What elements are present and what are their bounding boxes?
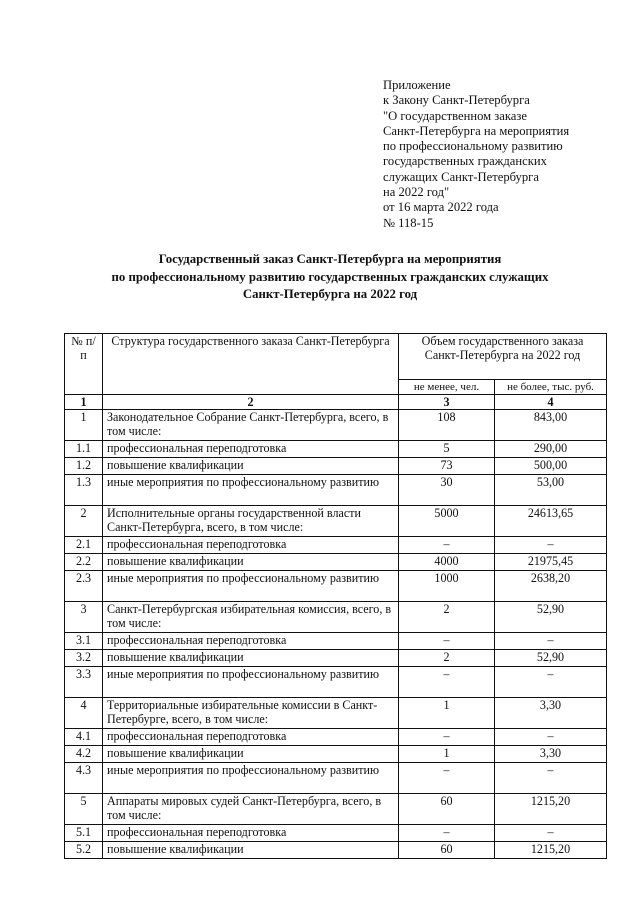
appendix-block: [383, 78, 623, 231]
row-sum: 1215,20: [495, 842, 607, 859]
row-name: повышение квалификации: [103, 746, 399, 763]
row-people: 1: [399, 746, 495, 763]
header-volume: Объем государственного заказа Санкт-Петербурга на 2022 год: [399, 334, 607, 380]
row-name: профессиональная переподготовка: [103, 825, 399, 842]
row-name: профессиональная переподготовка: [103, 441, 399, 458]
row-name: Санкт-Петербургская избирательная комиссия, всего, в том числе:: [103, 602, 399, 633]
appendix-line: государственных гражданских: [383, 154, 547, 169]
row-num: 2.3: [65, 571, 103, 602]
row-name: Исполнительные органы государственной власти Санкт-Петербурга, всего, в том числе:: [103, 506, 399, 537]
row-name: повышение квалификации: [103, 458, 399, 475]
col-number: 2: [103, 395, 399, 410]
row-num: 4: [65, 698, 103, 729]
row-name: Законодательное Собрание Санкт-Петербурга, всего, в том числе:: [103, 410, 399, 441]
table-row: [65, 441, 607, 458]
row-num: 3: [65, 602, 103, 633]
table-row: [65, 571, 607, 602]
row-people: –: [399, 537, 495, 554]
appendix-line: от 16 марта 2022 года: [383, 200, 499, 215]
table-row: [65, 554, 607, 571]
row-num: 2: [65, 506, 103, 537]
row-num: 1.3: [65, 475, 103, 506]
row-num: 1: [65, 410, 103, 441]
table-row: [65, 698, 607, 729]
title-line: Санкт-Петербурга на 2022 год: [242, 287, 418, 302]
table-row: [65, 650, 607, 667]
document-title: [80, 251, 580, 304]
row-people: 108: [399, 410, 495, 441]
row-sum: 290,00: [495, 441, 607, 458]
row-sum: –: [495, 825, 607, 842]
row-num: 2.2: [65, 554, 103, 571]
row-people: –: [399, 763, 495, 794]
row-sum: –: [495, 729, 607, 746]
row-people: 30: [399, 475, 495, 506]
table-row: [65, 602, 607, 633]
col-number: 3: [399, 395, 495, 410]
row-sum: 2638,20: [495, 571, 607, 602]
col-number: 4: [495, 395, 607, 410]
row-num: 3.2: [65, 650, 103, 667]
row-people: 1: [399, 698, 495, 729]
row-num: 4.2: [65, 746, 103, 763]
row-name: Территориальные избирательные комиссии в Санкт-Петербурге, всего, в том числе:: [103, 698, 399, 729]
row-people: –: [399, 825, 495, 842]
row-people: 60: [399, 842, 495, 859]
appendix-line: на 2022 год": [383, 185, 450, 200]
row-sum: 24613,65: [495, 506, 607, 537]
appendix-line: Санкт-Петербурга на мероприятия: [383, 123, 570, 138]
table-body: [65, 410, 607, 859]
appendix-line: к Закону Санкт-Петербурга: [383, 93, 530, 108]
table-row: [65, 746, 607, 763]
row-name: Аппараты мировых судей Санкт-Петербурга, всего, в том числе:: [103, 794, 399, 825]
row-sum: 21975,45: [495, 554, 607, 571]
row-name: профессиональная переподготовка: [103, 633, 399, 650]
row-num: 5.2: [65, 842, 103, 859]
col-number: 1: [65, 395, 103, 410]
row-name: повышение квалификации: [103, 650, 399, 667]
table-row: [65, 506, 607, 537]
row-people: –: [399, 667, 495, 698]
appendix-line: № 118-15: [383, 215, 434, 230]
table-row: [65, 537, 607, 554]
row-num: 5: [65, 794, 103, 825]
row-name: повышение квалификации: [103, 554, 399, 571]
row-name: иные мероприятия по профессиональному развитию: [103, 667, 399, 698]
row-people: 1000: [399, 571, 495, 602]
row-num: 1.1: [65, 441, 103, 458]
row-num: 4.3: [65, 763, 103, 794]
row-sum: –: [495, 537, 607, 554]
row-num: 5.1: [65, 825, 103, 842]
table-row: [65, 842, 607, 859]
row-num: 2.1: [65, 537, 103, 554]
row-name: повышение квалификации: [103, 842, 399, 859]
row-name: иные мероприятия по профессиональному развитию: [103, 475, 399, 506]
row-people: 4000: [399, 554, 495, 571]
row-sum: 1215,20: [495, 794, 607, 825]
row-num: 3.1: [65, 633, 103, 650]
table-row: [65, 475, 607, 506]
header-min-people: не менее, чел.: [399, 380, 495, 395]
appendix-line: по профессиональному развитию: [383, 139, 563, 154]
row-num: 3.3: [65, 667, 103, 698]
row-num: 4.1: [65, 729, 103, 746]
row-name: иные мероприятия по профессиональному развитию: [103, 571, 399, 602]
title-line: Государственный заказ Санкт-Петербурга на мероприятия: [158, 252, 502, 266]
row-sum: –: [495, 633, 607, 650]
row-people: 2: [399, 602, 495, 633]
table-row: [65, 825, 607, 842]
row-people: –: [399, 633, 495, 650]
row-people: 73: [399, 458, 495, 475]
row-name: профессиональная переподготовка: [103, 729, 399, 746]
row-name: иные мероприятия по профессиональному развитию: [103, 763, 399, 794]
title-line: по профессиональному развитию государственных гражданских служащих: [111, 269, 549, 284]
row-people: 60: [399, 794, 495, 825]
appendix-line: "О государственном заказе: [383, 108, 527, 123]
row-sum: 52,90: [495, 602, 607, 633]
table-row: [65, 763, 607, 794]
table-row: [65, 794, 607, 825]
state-order-table: [64, 333, 607, 859]
table-row: [65, 667, 607, 698]
row-people: 5000: [399, 506, 495, 537]
row-sum: 3,30: [495, 746, 607, 763]
row-num: 1.2: [65, 458, 103, 475]
table-row: [65, 633, 607, 650]
header-max-sum: не более, тыс. руб.: [495, 380, 607, 395]
header-structure: Структура государственного заказа Санкт-Петербурга: [103, 334, 399, 395]
appendix-line: служащих Санкт-Петербурга: [383, 169, 539, 184]
row-people: –: [399, 729, 495, 746]
table-row: [65, 410, 607, 441]
row-sum: –: [495, 667, 607, 698]
row-people: 2: [399, 650, 495, 667]
appendix-line: Приложение: [383, 78, 451, 92]
row-sum: 53,00: [495, 475, 607, 506]
row-sum: 500,00: [495, 458, 607, 475]
row-sum: 3,30: [495, 698, 607, 729]
row-sum: 52,90: [495, 650, 607, 667]
row-sum: 843,00: [495, 410, 607, 441]
table-row: [65, 729, 607, 746]
table-row: [65, 458, 607, 475]
row-name: профессиональная переподготовка: [103, 537, 399, 554]
row-people: 5: [399, 441, 495, 458]
row-sum: –: [495, 763, 607, 794]
header-num: № п/п: [65, 334, 103, 395]
